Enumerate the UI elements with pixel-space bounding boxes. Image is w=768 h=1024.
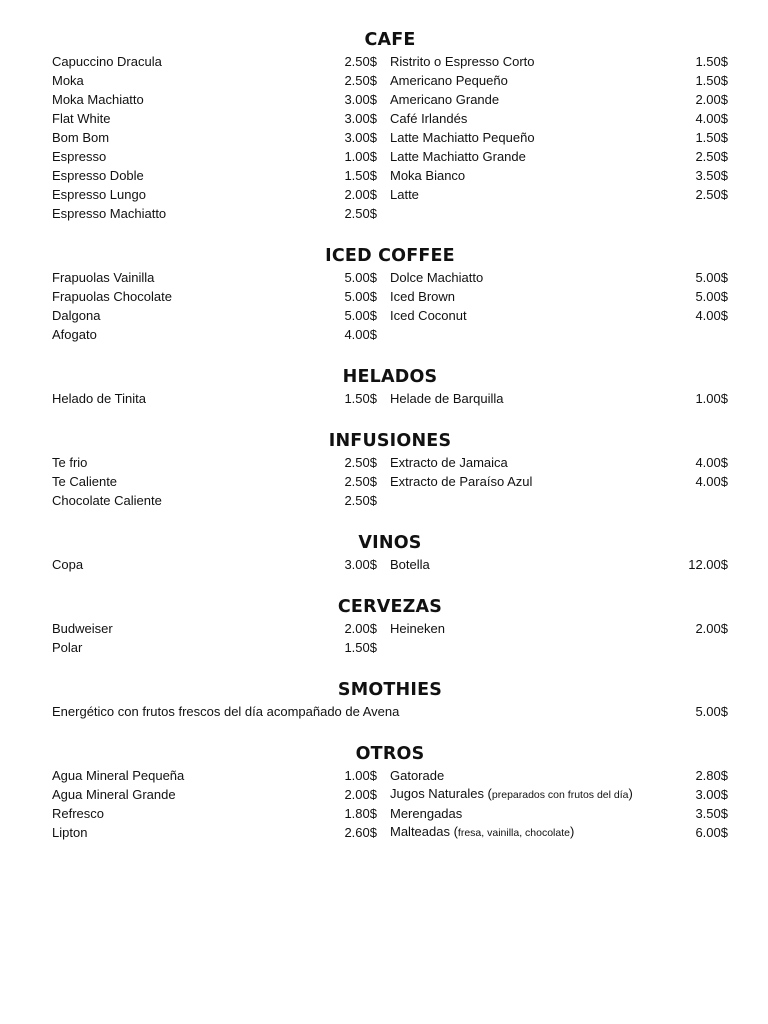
menu-item bbox=[390, 306, 728, 325]
menu-item-name-text: Malteadas ( bbox=[390, 824, 458, 839]
menu-item-price: 2.50$ bbox=[695, 187, 728, 202]
menu-item-price: 12.00$ bbox=[688, 557, 728, 572]
menu-item bbox=[390, 804, 728, 823]
menu-item bbox=[52, 185, 390, 204]
menu-item-name bbox=[52, 619, 113, 638]
menu-item bbox=[390, 555, 728, 574]
menu-item-name bbox=[390, 185, 419, 204]
menu-item-name bbox=[390, 784, 633, 805]
menu-item-price: 4.00$ bbox=[695, 474, 728, 489]
menu-item-name-text: Capuccino Dracula bbox=[52, 54, 162, 69]
menu-item-name-text: Lipton bbox=[52, 825, 88, 840]
section-items bbox=[52, 702, 728, 721]
menu-item-name bbox=[52, 638, 82, 657]
menu-item-name bbox=[52, 147, 106, 166]
menu-item-price: 3.00$ bbox=[344, 130, 377, 145]
menu-item-name bbox=[52, 128, 109, 147]
menu-item bbox=[52, 268, 390, 287]
menu-item bbox=[390, 287, 728, 306]
menu-item-name-text: Chocolate Caliente bbox=[52, 493, 162, 508]
menu-item bbox=[52, 472, 390, 491]
menu-item-name bbox=[52, 109, 111, 128]
menu-section-helados bbox=[52, 365, 728, 408]
section-items bbox=[52, 389, 728, 408]
menu-section-iced-coffee bbox=[52, 244, 728, 344]
menu-item-price: 1.80$ bbox=[344, 806, 377, 821]
menu-item bbox=[390, 268, 728, 287]
menu-item-name bbox=[52, 453, 87, 472]
menu-item-name bbox=[52, 268, 154, 287]
menu-item-name bbox=[390, 287, 455, 306]
menu-item bbox=[52, 306, 390, 325]
menu-item-name-text: Moka Machiatto bbox=[52, 92, 144, 107]
menu-item-name bbox=[52, 204, 166, 223]
menu-item-name bbox=[390, 389, 503, 408]
menu-item bbox=[52, 619, 390, 638]
menu-item bbox=[390, 453, 728, 472]
menu-section-infusiones bbox=[52, 429, 728, 510]
menu-item-price: 1.00$ bbox=[344, 149, 377, 164]
menu-item-price: 2.50$ bbox=[344, 73, 377, 88]
menu-item-price: 3.00$ bbox=[344, 111, 377, 126]
menu-item-name-text: Extracto de Jamaica bbox=[390, 455, 508, 470]
menu-item bbox=[52, 638, 390, 657]
menu-item-name-text: Espresso Lungo bbox=[52, 187, 146, 202]
menu-item-name bbox=[390, 71, 508, 90]
menu-item bbox=[52, 766, 390, 785]
menu-item-name bbox=[52, 823, 87, 842]
menu-item-price: 5.00$ bbox=[344, 308, 377, 323]
menu-item-name-text: Iced Brown bbox=[390, 289, 456, 304]
menu-item-price: 3.00$ bbox=[344, 557, 377, 572]
menu-item-price: 2.00$ bbox=[344, 621, 377, 636]
menu-item bbox=[52, 128, 390, 147]
section-items bbox=[52, 619, 728, 657]
menu-item-price: 2.50$ bbox=[344, 206, 377, 221]
menu-item-name-text: Botella bbox=[390, 557, 430, 572]
menu-item-name-text: Helade de Barquilla bbox=[390, 391, 504, 406]
menu-item-name-text: Moka bbox=[52, 73, 84, 88]
menu-page bbox=[52, 28, 728, 863]
menu-item-price: 1.50$ bbox=[344, 391, 377, 406]
menu-item-price: 4.00$ bbox=[695, 308, 728, 323]
menu-item bbox=[52, 166, 390, 185]
section-items bbox=[52, 268, 728, 344]
menu-item-name bbox=[390, 52, 535, 71]
menu-item-name-text: Café Irlandés bbox=[390, 111, 468, 126]
menu-item bbox=[390, 785, 728, 804]
menu-item-name bbox=[52, 555, 83, 574]
menu-item bbox=[52, 823, 390, 842]
menu-item bbox=[52, 453, 390, 472]
menu-item-name bbox=[52, 472, 117, 491]
section-title: HELADOS bbox=[342, 367, 438, 387]
menu-item-name-text: Latte Machiatto Pequeño bbox=[390, 130, 535, 145]
menu-item-name-text: Frapuolas Vainilla bbox=[52, 270, 155, 285]
menu-item-name bbox=[390, 766, 444, 785]
section-title: CERVEZAS bbox=[337, 597, 443, 617]
menu-item-name bbox=[390, 166, 465, 185]
menu-item-price: 2.00$ bbox=[695, 621, 728, 636]
menu-item-name-text: Espresso Doble bbox=[52, 168, 144, 183]
menu-item-note: preparados con frutos del día bbox=[491, 789, 629, 801]
menu-item-name-suffix: ) bbox=[628, 786, 633, 801]
menu-item bbox=[52, 90, 390, 109]
menu-item-name-text: Copa bbox=[52, 557, 84, 572]
menu-item bbox=[390, 52, 728, 71]
menu-item-name bbox=[390, 128, 535, 147]
menu-item-name-text: Espresso Machiatto bbox=[52, 206, 167, 221]
menu-item-name-text: Latte Machiatto Grande bbox=[390, 149, 526, 164]
menu-item bbox=[52, 785, 390, 804]
menu-item-name-text: Bom Bom bbox=[52, 130, 110, 145]
menu-item-price: 2.50$ bbox=[344, 54, 377, 69]
menu-item-name bbox=[52, 52, 162, 71]
menu-item-name-text: Agua Mineral Pequeña bbox=[52, 768, 185, 783]
menu-item bbox=[52, 204, 390, 223]
menu-item-price: 2.50$ bbox=[695, 149, 728, 164]
section-title: SMOTHIES bbox=[337, 680, 443, 700]
menu-item bbox=[52, 702, 728, 721]
menu-item bbox=[52, 325, 390, 344]
menu-section-cervezas bbox=[52, 595, 728, 657]
menu-item-name-text: Dalgona bbox=[52, 308, 101, 323]
menu-item-name-text: Te frio bbox=[52, 455, 88, 470]
menu-item bbox=[52, 389, 390, 408]
menu-item bbox=[390, 823, 728, 842]
menu-item bbox=[390, 619, 728, 638]
menu-item-price: 1.50$ bbox=[344, 168, 377, 183]
menu-item-price: 3.00$ bbox=[344, 92, 377, 107]
section-title: OTROS bbox=[355, 744, 425, 764]
menu-item-price: 3.50$ bbox=[695, 806, 728, 821]
menu-item-name-text: Refresco bbox=[52, 806, 105, 821]
menu-item-name-text: Flat White bbox=[52, 111, 111, 126]
menu-item-name-text: Moka Bianco bbox=[390, 168, 466, 183]
menu-item-name-text: Heineken bbox=[390, 621, 445, 636]
menu-item-name bbox=[390, 90, 499, 109]
menu-item-price: 3.50$ bbox=[695, 168, 728, 183]
menu-item-price: 2.80$ bbox=[695, 768, 728, 783]
menu-item-price: 1.50$ bbox=[344, 640, 377, 655]
menu-item bbox=[390, 766, 728, 785]
menu-item bbox=[390, 109, 728, 128]
menu-item-price: 2.50$ bbox=[344, 493, 377, 508]
menu-item-name bbox=[390, 804, 462, 823]
section-title: VINOS bbox=[358, 533, 422, 553]
menu-item-name-text: Gatorade bbox=[390, 768, 445, 783]
menu-item-price: 6.00$ bbox=[695, 825, 728, 840]
menu-item bbox=[52, 71, 390, 90]
menu-item-price: 2.60$ bbox=[344, 825, 377, 840]
menu-item-name-text: Iced Coconut bbox=[390, 308, 467, 323]
menu-item-name bbox=[390, 619, 445, 638]
menu-item-price: 2.50$ bbox=[344, 455, 377, 470]
menu-section-cafe bbox=[52, 28, 728, 223]
menu-item bbox=[52, 109, 390, 128]
section-items bbox=[52, 52, 728, 223]
section-title: ICED COFFEE bbox=[325, 246, 455, 266]
menu-item-name-text: Budweiser bbox=[52, 621, 113, 636]
menu-item-name bbox=[52, 491, 162, 510]
menu-item-price: 2.50$ bbox=[344, 474, 377, 489]
menu-item-name-suffix: ) bbox=[569, 824, 575, 839]
menu-item-name-text: Extracto de Paraíso Azul bbox=[390, 474, 533, 489]
menu-item-name-text: Americano Pequeño bbox=[390, 73, 508, 88]
menu-item-price: 5.00$ bbox=[695, 704, 728, 719]
menu-item-name bbox=[52, 90, 144, 109]
menu-item-name-text: Merengadas bbox=[390, 806, 463, 821]
menu-item-price: 5.00$ bbox=[344, 270, 377, 285]
menu-item bbox=[390, 71, 728, 90]
menu-item-price: 1.50$ bbox=[695, 73, 728, 88]
menu-item bbox=[52, 491, 390, 510]
menu-item-name-text: Latte bbox=[390, 187, 419, 202]
menu-item-name-text: Espresso bbox=[52, 149, 107, 164]
menu-item-name bbox=[390, 147, 526, 166]
menu-item-price: 4.00$ bbox=[695, 455, 728, 470]
menu-item-name bbox=[52, 766, 184, 785]
menu-item bbox=[390, 389, 728, 408]
menu-item-name bbox=[52, 702, 399, 721]
menu-item-name bbox=[52, 71, 84, 90]
menu-item-price: 2.00$ bbox=[344, 787, 377, 802]
menu-item-name bbox=[390, 555, 430, 574]
menu-item bbox=[390, 128, 728, 147]
menu-item bbox=[390, 166, 728, 185]
menu-item-note: fresa, vainilla, chocolate bbox=[457, 827, 570, 839]
menu-item-name bbox=[52, 185, 146, 204]
menu-item-name-text: Americano Grande bbox=[390, 92, 500, 107]
menu-item-name bbox=[52, 785, 176, 804]
menu-item-name bbox=[52, 166, 144, 185]
section-items bbox=[52, 766, 728, 842]
menu-item-name-text: Afogato bbox=[52, 327, 97, 342]
menu-item-price: 1.50$ bbox=[695, 130, 728, 145]
menu-item-name-text: Dolce Machiatto bbox=[390, 270, 484, 285]
menu-item-name-text: Te Caliente bbox=[52, 474, 118, 489]
menu-item-name-text: Agua Mineral Grande bbox=[52, 787, 176, 802]
menu-item bbox=[52, 287, 390, 306]
menu-item bbox=[390, 90, 728, 109]
menu-item-name-text: Ristrito o Espresso Corto bbox=[390, 54, 535, 69]
menu-item bbox=[52, 804, 390, 823]
section-title: CAFE bbox=[364, 30, 416, 50]
menu-item-name bbox=[390, 306, 467, 325]
section-title: INFUSIONES bbox=[328, 431, 452, 451]
menu-item-name-text: Energético con frutos frescos del día acompañado de Avena bbox=[52, 704, 400, 719]
menu-item-price: 2.00$ bbox=[344, 187, 377, 202]
menu-item bbox=[390, 472, 728, 491]
menu-item bbox=[390, 147, 728, 166]
menu-item-price: 1.00$ bbox=[695, 391, 728, 406]
menu-item bbox=[52, 52, 390, 71]
menu-item-name bbox=[52, 287, 172, 306]
menu-item-name bbox=[390, 109, 467, 128]
menu-item-price: 5.00$ bbox=[344, 289, 377, 304]
menu-item-price: 1.00$ bbox=[344, 768, 377, 783]
menu-item-price: 5.00$ bbox=[695, 289, 728, 304]
menu-section-otros bbox=[52, 742, 728, 842]
menu-item-name-text: Helado de Tinita bbox=[52, 391, 146, 406]
menu-item-name-text: Polar bbox=[52, 640, 83, 655]
menu-item bbox=[390, 185, 728, 204]
menu-section-smothies bbox=[52, 678, 728, 721]
menu-item-name bbox=[52, 389, 146, 408]
menu-item bbox=[52, 147, 390, 166]
menu-item-name bbox=[52, 325, 97, 344]
menu-section-vinos bbox=[52, 531, 728, 574]
menu-item-price: 5.00$ bbox=[695, 270, 728, 285]
menu-item-name bbox=[390, 453, 508, 472]
menu-item-price: 1.50$ bbox=[695, 54, 728, 69]
menu-item-price: 4.00$ bbox=[695, 111, 728, 126]
menu-item bbox=[52, 555, 390, 574]
menu-item-name-text: Frapuolas Chocolate bbox=[52, 289, 172, 304]
menu-item-name bbox=[52, 306, 100, 325]
menu-item-price: 2.00$ bbox=[695, 92, 728, 107]
menu-item-name-text: Jugos Naturales ( bbox=[390, 786, 492, 801]
section-items bbox=[52, 555, 728, 574]
section-items bbox=[52, 453, 728, 510]
menu-item-name bbox=[390, 472, 532, 491]
menu-item-price: 4.00$ bbox=[344, 327, 377, 342]
menu-item-name bbox=[390, 822, 574, 843]
menu-item-name bbox=[390, 268, 483, 287]
menu-item-name bbox=[52, 804, 104, 823]
menu-item-price: 3.00$ bbox=[695, 787, 728, 802]
